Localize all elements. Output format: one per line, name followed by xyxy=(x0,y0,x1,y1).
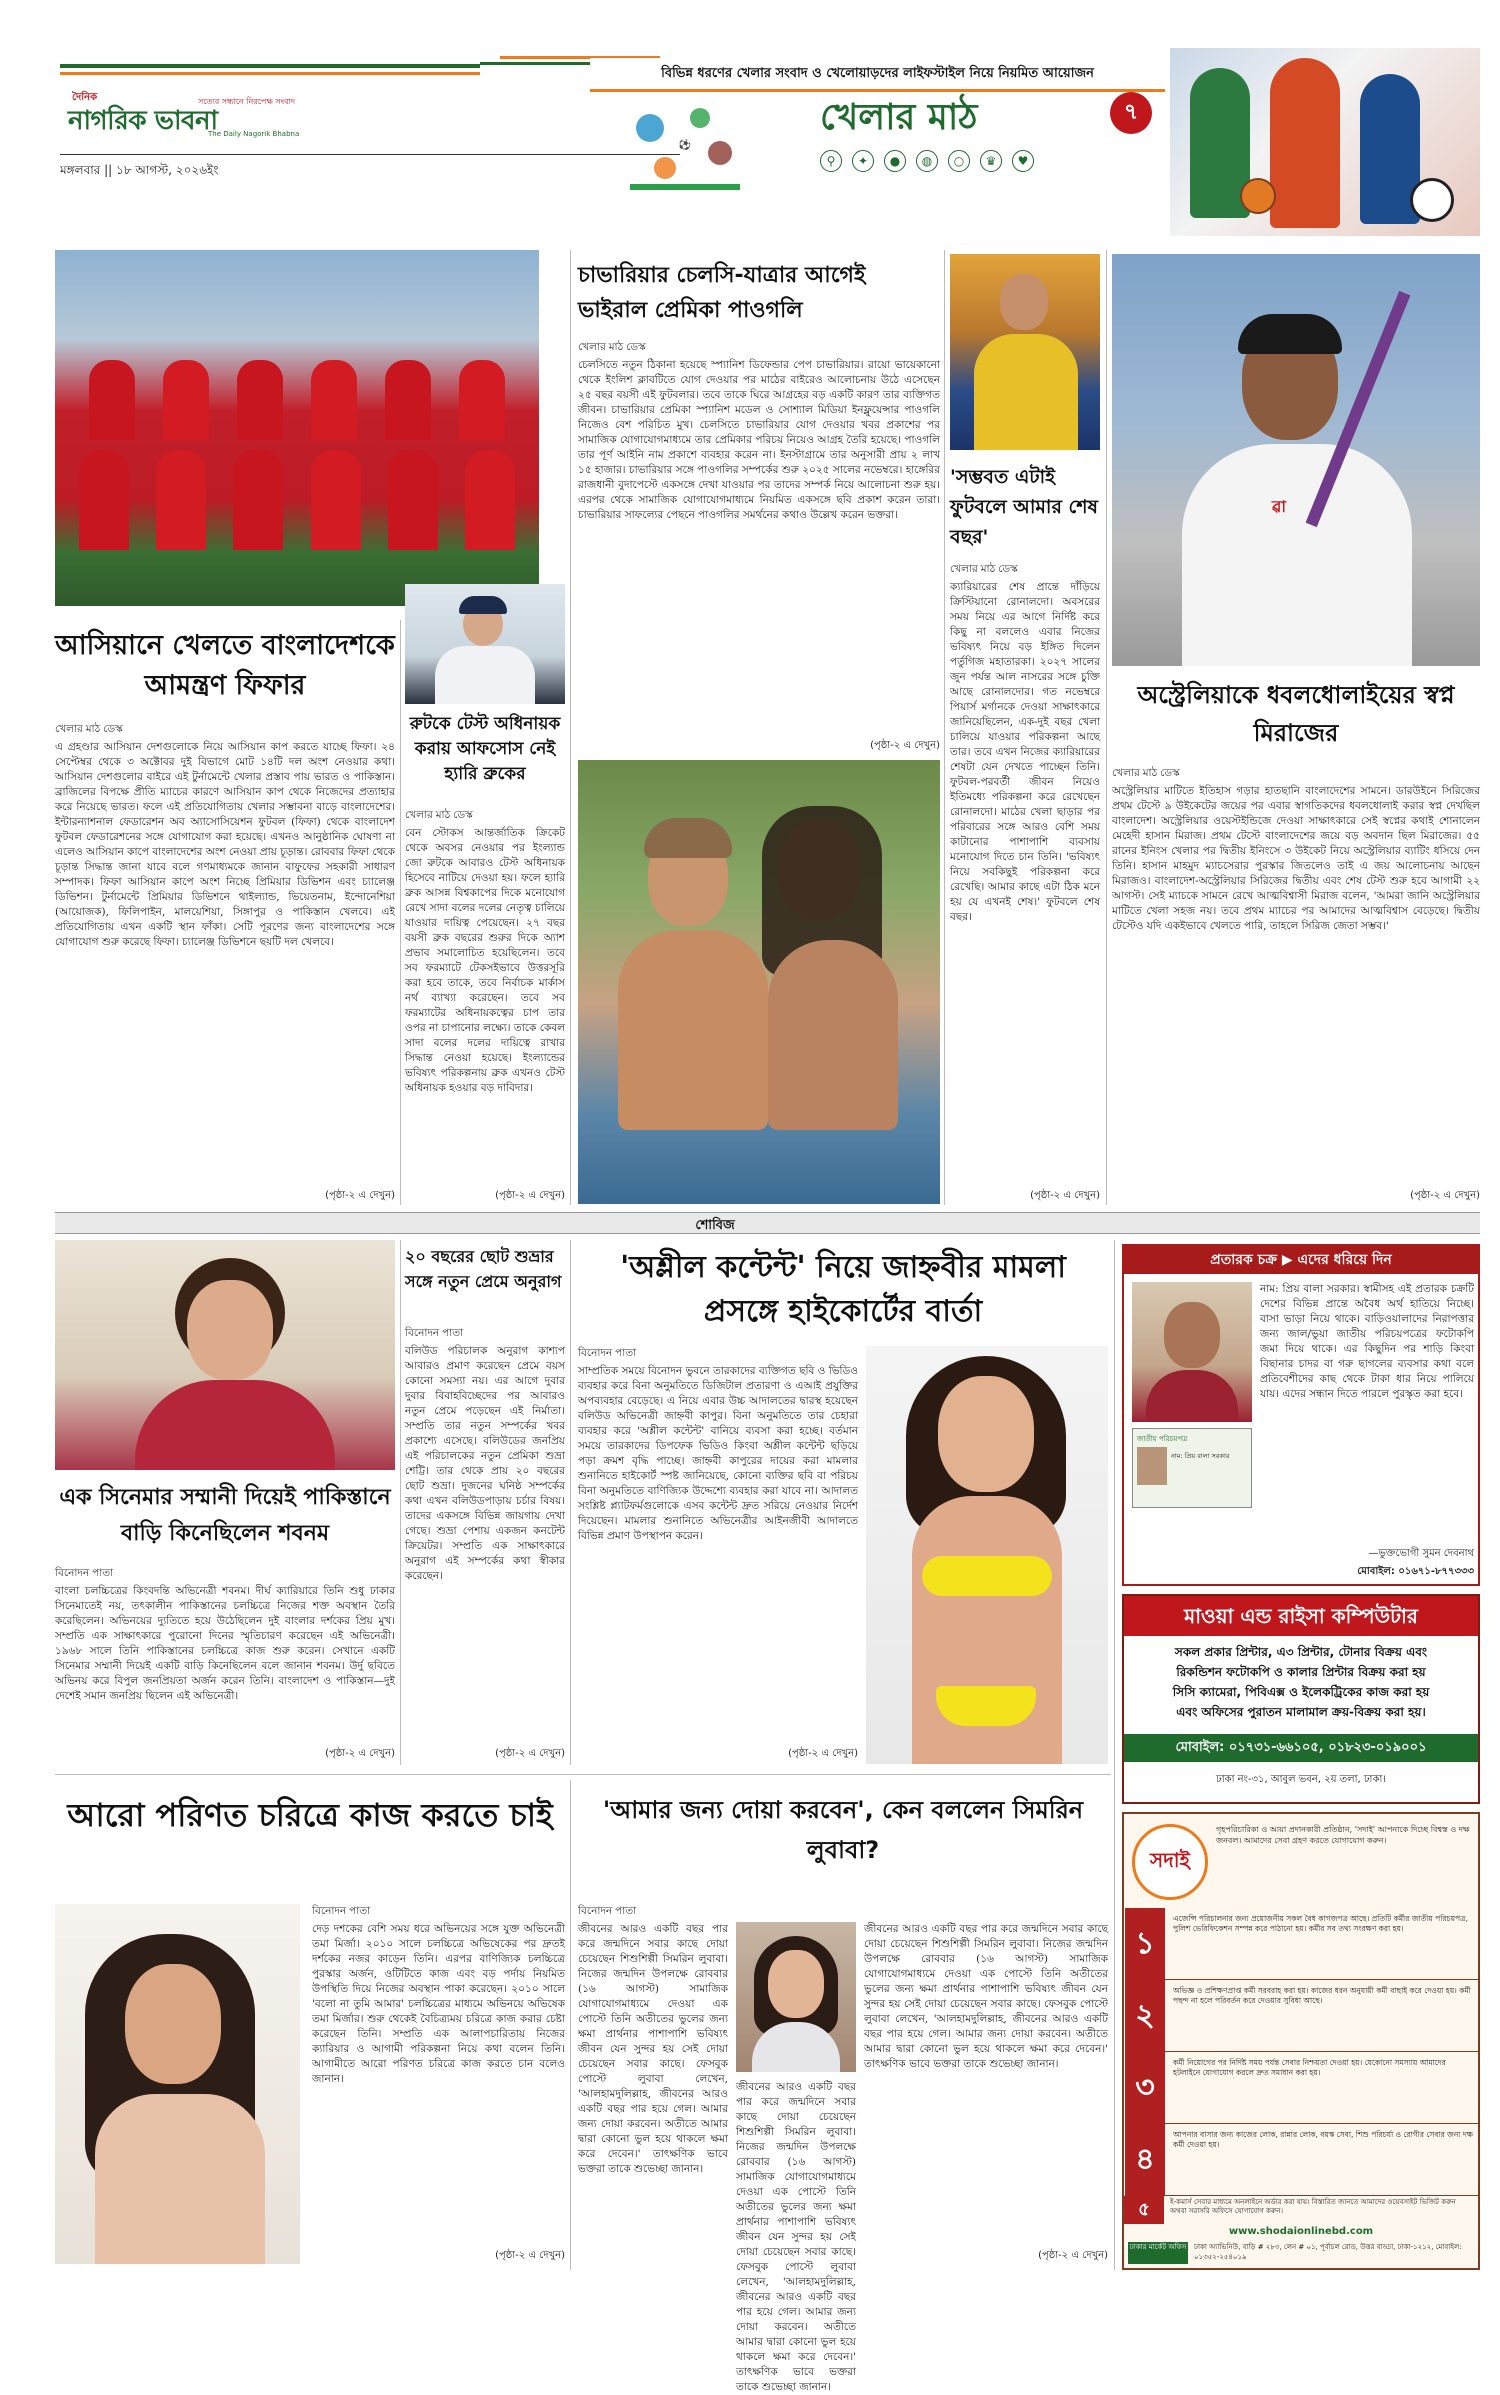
shabnam-headline[interactable]: এক সিনেমার সম্মানী দিয়েই পাকিস্তানে বাড়ি কিনেছিলেন শবনম xyxy=(59,1485,391,1546)
cycling-icon: ⚲ xyxy=(820,150,842,172)
brook-body xyxy=(435,646,535,704)
shushmita-headline[interactable]: ২০ বছরের ছোট শুভ্রার সঙ্গে নতুন প্রেমে অনুরাগ xyxy=(405,1247,562,1291)
notice-signature: —ভুক্তভোগী সুমন দেবনাথ xyxy=(1368,1548,1474,1559)
asia-headline[interactable]: আসিয়ানে খেলতে বাংলাদেশকে আমন্ত্রণ ফিফার xyxy=(55,630,395,701)
notice-phone[interactable]: মোবাইল: ০১৬৭১-৮৭৭৩৩৩ xyxy=(1357,1566,1474,1577)
running-icon: ✦ xyxy=(852,150,874,172)
shodai-row-4-text: আপনার বাসার জন্য কাজের লোক, রান্নার লোক, বয়স্ক সেবা, শিশু পরিচর্যা ও রোগীর সেবার জন্য দক্ষ কর্মী দেওয়া হয়। xyxy=(1173,2130,1473,2149)
col-rule-4 xyxy=(1106,250,1107,1205)
col-rule-1 xyxy=(400,620,401,1205)
couple-woman-body xyxy=(768,940,898,1130)
root-byline: খেলার মাঠ ডেস্ক xyxy=(405,809,473,821)
root-headline[interactable]: রুটকে টেস্ট অধিনায়ক করায় আফসোস নেই হ্যারি ব্রুকের xyxy=(409,714,561,784)
simrin-continued[interactable]: (পৃষ্ঠা-২ এ দেখুন) xyxy=(1038,2250,1108,2261)
root-continued[interactable]: (পৃষ্ঠা-২ এ দেখুন) xyxy=(495,1190,565,1201)
couple-man-hair xyxy=(644,818,732,858)
chavarria-continued[interactable]: (পৃষ্ঠা-২ এ দেখুন) xyxy=(870,740,940,751)
shodai-logo xyxy=(1132,1824,1208,1900)
shodai-footer xyxy=(1124,2196,1478,2268)
couple-man-body xyxy=(618,930,768,1130)
notice-subtitle: এদের ধরিয়ে দিন xyxy=(1297,1252,1392,1268)
simrin-body-1: জীবনের আরও একটি বছর পার করে জন্মদিনে সবার কাছে দোয়া চেয়েছেন শিশুশিল্পী সিমরিন লুবাবা। নিজের জন্মদিন উপলক্ষে রোববার (১৬ আগস্ট) সামাজিক যোগাযোগমাধ্যমে দেওয়া এক পোস্টে তিনি অতীতের ভুলের জন্য ক্ষমা প্রার্থনার পাশাপাশি ভবিষ্যৎ জীবন যেন সুন্দর হয় সেই দোয়া চেয়েছেন সবার কাছে। ফেসবুক পোস্টে লুবাবা লেখেন, 'আলহামদুলিল্লাহ, জীবনের আরও একটি বছর পার হয়ে গেল। আমার জন্য দোয়া করবেন। অতীতে আমার দ্বারা কোনো ভুল হয়ে থাকলে ক্ষমা করে দেবেন।' তাৎক্ষণিক ভাবে ভক্তরা তাকে শুভেচ্ছা জানান। xyxy=(578,1923,728,2175)
page-number-badge xyxy=(1110,92,1152,134)
svg-text:⚽: ⚽ xyxy=(678,140,692,151)
notice-separator: ▶ xyxy=(1281,1252,1298,1268)
shabnam-photo xyxy=(55,1240,395,1470)
shodai-row-3 xyxy=(1125,2052,1480,2124)
logo-name: নাগরিক ভাবনা xyxy=(68,106,218,136)
newspaper-logo[interactable] xyxy=(58,88,318,168)
logo-pre: দৈনিক xyxy=(72,92,98,103)
col-rule-2 xyxy=(570,250,571,1205)
suspect-photo xyxy=(1132,1282,1252,1422)
shodai-row-3-num: ৩ xyxy=(1125,2052,1165,2124)
col-rule-8 xyxy=(570,1780,571,2270)
computer-ad-line3: সিসি ক্যামেরা, পিবিএক্স ও ইলেকট্রিকের কাজ করা হয় xyxy=(1172,1685,1430,1699)
shodai-row-1-num: ১ xyxy=(1125,1908,1165,1980)
trophy-icon: ♛ xyxy=(980,150,1002,172)
shodai-row-2-num: ২ xyxy=(1125,1980,1165,2052)
banner-ribbon xyxy=(590,58,1165,92)
simrin-body-2: জীবনের আরও একটি বছর পার করে জন্মদিনে সবার কাছে দোয়া চেয়েছেন শিশুশিল্পী সিমরিন লুবাবা। নিজের জন্মদিন উপলক্ষে রোববার (১৬ আগস্ট) সামাজিক যোগাযোগমাধ্যমে দেওয়া এক পোস্টে তিনি অতীতের ভুলের জন্য ক্ষমা প্রার্থনার পাশাপাশি ভবিষ্যৎ জীবন যেন সুন্দর হয় সেই দোয়া চেয়েছেন সবার কাছে। ফেসবুক পোস্টে লুবাবা লেখেন, 'আলহামদুলিল্লাহ, জীবনের আরও একটি বছর পার হয়ে গেল। আমার জন্য দোয়া করবেন। অতীতে আমার দ্বারা কোনো ভুল হয়ে থাকলে ক্ষমা করে দেবেন।' তাৎক্ষণিক ভাবে ভক্তরা তাকে শুভেচ্ছা জানান। xyxy=(736,2081,856,2393)
mim-body: দেড় দশকের বেশি সময় ধরে অভিনয়ের সঙ্গে যুক্ত অভিনেত্রী তমা মির্জা। ২০১০ সালে চলচ্চিত্রে অভিষেকের পর দ্রুতই দর্শকের নজর কাড়েন তিনি। এরপর বাণিজ্যিক চলচ্চিত্রে পুরস্কার অর্জন, ওটিটিতে কাজ এবং বড় পর্দায় নিয়মিত উপস্থিতি দিয়ে নিজের অবস্থান পাকা করেছেন। ২০১০ সালে 'বলো না তুমি আমার' চলচ্চিত্রের মাধ্যমে অভিনয়ে অভিষেক তমা মির্জার। শুরু থেকেই বৈচিত্র্যময় চরিত্রে কাজ করার চেষ্টা করেছেন তিনি। সম্প্রতি এক আলাপচারিতায় নিজের ক্যারিয়ার ও আগামী পরিকল্পনা নিয়ে কথা বলেন তিনি। আগামীতে আরো পরিণত চরিত্রে কাজ করতে চান বলেও জানান। xyxy=(312,1923,565,2085)
janhvi-byline: বিনোদন পাতা xyxy=(578,1347,637,1359)
showbiz-label: শোবিজ xyxy=(695,1218,735,1233)
chavarria-body: চেলসিতে নতুন ঠিকানা হয়েছে স্প্যানিশ ডিফেন্ডার পেপ চাভারিয়ার। রায়ো ভায়েকানো থেকে ইংলিশ ক্লাবটিতে যোগ দেওয়ার পর মাঠের বাইরেও আলোচনায় উঠে এসেছেন ২৫ বছর বয়সী এই ফুটবলার। তবে তাকে ঘিরে আগ্রহের বড় একটি কারণ তার ব্যক্তিগত জীবন। চাভারিয়ার প্রেমিকা স্প্যানিশ মডেল ও সোশ্যাল মিডিয়া ইনফ্লুয়েন্সার পাওগলি নিজেও বেশ পরিচিত মুখ। চেলসিতে চাভারিয়ার যোগ দেওয়ার খবর প্রকাশের পর সামাজিক যোগাযোগমাধ্যমে তার প্রেমিকার পরিচয় নিয়েও আগ্রহ তৈরি হয়েছে। পাওগলি তার পূর্ণ আইনি নাম প্রকাশে ব্যবহার করেন না। ইনস্টাগ্রামে তার অনুসারী প্রায় ২ লাখ ১৫ হাজার। চাভারিয়ার সঙ্গে পাওগলির সম্পর্কের শুরু ২০২৫ সালের নভেম্বরে। হাঙ্গেরির রাজধানী বুদাপেস্টে একসঙ্গে দেখা যাওয়ার পর তাদের সম্পর্ক নিয়ে আলোচনা শুরু হয়। এরপর থেকে সামাজিক যোগাযোগমাধ্যমে নিয়মিত একসঙ্গে ছবি প্রকাশ করেন তারা। চাভারিয়ার সাফল্যের পেছনে পাওগলির সমর্থনের কথাও উল্লেখ করেন ভক্তরা। xyxy=(578,359,940,521)
mim-continued[interactable]: (পৃষ্ঠা-২ এ দেখুন) xyxy=(495,2250,565,2261)
shodai-row-4-num: ৪ xyxy=(1125,2124,1165,2196)
janhvi-face xyxy=(938,1376,1034,1492)
janhvi-photo xyxy=(866,1346,1108,1764)
heart-icon: ♥ xyxy=(1012,150,1034,172)
asia-continued[interactable]: (পৃষ্ঠা-২ এ দেখুন) xyxy=(325,1190,395,1201)
notice-title: প্রতারক চক্র xyxy=(1210,1252,1277,1268)
suspect-face xyxy=(1164,1302,1220,1368)
shodai-row-1-text: এজেন্সি পরিচালনার জন্য প্রয়োজনীয় সকল বৈধ কাগজপত্র আছে। প্রতিটি কর্মীর জাতীয় পরিচয়পত্র, পুলিশ ভেরিফিকেশন সম্পন্ন করে পাঠানো হয়। কর্মীর সব তথ্য সংরক্ষণ করা হয়। xyxy=(1173,1914,1468,1933)
shodai-row-2-text: অভিজ্ঞ ও প্রশিক্ষণপ্রাপ্ত কর্মী সরবরাহ করা হয়। কাজের ধরন অনুযায়ী কর্মী বাছাই করে দেওয়া হয়। কর্মী পছন্দ না হলে পরিবর্তন করে দেওয়ার সুবিধা আছে। xyxy=(1173,1986,1471,2005)
ronaldo-head xyxy=(1000,274,1048,330)
col-rule-5 xyxy=(400,1240,401,1765)
computer-ad-phone[interactable]: মোবাইল: ০১৭৩১-৬৬১০৫, ০১৮২৩-০১৯০০১ xyxy=(1124,1734,1478,1762)
athlete-figure-2 xyxy=(1270,58,1340,228)
asia-body: এ গ্রহণ্ডার আসিয়ান দেশগুলোকে নিয়ে আসিয়ান কাপ করতে যাচ্ছে ফিফা। ২৪ সেপ্টেম্বর থেকে ৩ অক্টোবর দুই বিভাগে মোট ১৪টি দল অংশ নেওয়ার কথা। আসিয়ান দেশগুলোর বাইরে এই টুর্নামেন্টে খেলার প্রস্তাব পায় ভারত ও পাকিস্তান। ব্রাজিলের বিপক্ষে প্রীতি ম্যাচের কারণে আসিয়ান কাপ থেকে নিজেদের প্রত্যাহার করে নিয়েছে ভারত। ফলে এই প্রতিযোগিতায় খেলার সম্ভাবনা বাড়ে বাংলাদেশের। ইন্টারন্যাশনাল ফেডারেশন অব অ্যাসোসিয়েশন ফুটবল (ফিফা) থেকে বাংলাদেশ ফুটবল ফেডারেশনের সঙ্গে যোগাযোগ করা হয়েছে। এখনও আনুষ্ঠানিক ঘোষণা না এলেও আসিয়ান কাপে বাংলাদেশের অংশ নেওয়া প্রায় চূড়ান্ত। রোববার ফিফা থেকে চূড়ান্ত সিদ্ধান্ত জানা যাবে বলে গণমাধ্যমকে জানান বাফুফের সহকারী সাধারণ সম্পাদক। ফিফা আসিয়ান কাপে অংশ নিচ্ছে প্রিমিয়ার ডিভিশন এবং চ্যালেঞ্জ ডিভিশন। টুর্নামেন্টে প্রিমিয়ার ডিভিশনে থাইল্যান্ড, ভিয়েতনাম, ইন্দোনেশিয়া (আয়োজক), ফিলিপাইন, মালয়েশিয়া, সিঙ্গাপুর ও পাকিস্তান খেলবে। এই প্রতিযোগিতায় এখন একটি স্থান ফাঁকা। সেটি পূরণের জন্য বাংলাদেশের সঙ্গে যোগাযোগ শুরু করেছে ফিফা। চ্যালেঞ্জ ডিভিশনে ছয়টি দল খেলবে। xyxy=(55,741,395,948)
simrin-headline[interactable]: 'আমার জন্য দোয়া করবেন', কেন বললেন সিমরিন লুবাবা? xyxy=(602,1796,1084,1864)
showbiz-divider xyxy=(55,1212,1480,1234)
ronaldo-continued[interactable]: (পৃষ্ঠা-২ এ দেখুন) xyxy=(1030,1190,1100,1201)
miraz-photo xyxy=(1112,254,1480,666)
masthead-stripe-green xyxy=(60,64,480,68)
shodai-website[interactable]: www.shodaionlinebd.com xyxy=(1228,2226,1374,2237)
ronaldo-photo xyxy=(950,254,1100,450)
ball-graphic xyxy=(1410,178,1454,222)
shabnam-body xyxy=(135,1380,335,1470)
tennis-icon: ○ xyxy=(948,150,970,172)
shodai-row-1 xyxy=(1125,1908,1480,1980)
janhvi-headline[interactable]: 'অশ্লীল কন্টেন্ট' নিয়ে জাহ্নবীর মামলা প্রসঙ্গে হাইকোর্টের বার্তা xyxy=(620,1250,1066,1329)
shabnam-body: বাংলা চলচ্চিত্রের কিংবদন্তি অভিনেত্রী শবনম। দীর্ঘ ক্যারিয়ারে তিনি শুধু ঢাকার সিনেমাতেই নয়, তৎকালীন পাকিস্তানের চলচ্চিত্রে নিজের শক্ত অবস্থান তৈরি করেছিলেন। অভিনয়ের দ্যুতিতে হয়ে উঠেছিলেন দুই বাংলার দর্শকের প্রিয় মুখ। সম্প্রতি এক সাক্ষাৎকারে পুরোনো দিনের স্মৃতিচারণ করেছেন এই অভিনেত্রী। ১৯৬৮ সালে তিনি পাকিস্তানের চলচ্চিত্রে কাজ শুরু করেন। সেখানে একটি সিনেমার সম্মানী দিয়েই একটি বাড়ি কিনেছিলেন বলে জানান শবনম। উর্দু ছবিতে অভিনয় করে বিপুল জনপ্রিয়তা অর্জন করেন তিনি। বাংলাদেশ ও পাকিস্তান—দুই দেশেই সমান জনপ্রিয় ছিলেন এই অভিনেত্রী। xyxy=(55,1585,395,1702)
computer-ad-line2: রিকন্ডিশন ফটোকপি ও কালার প্রিন্টার বিক্রয় করা হয় xyxy=(1176,1665,1426,1679)
id-card-photo xyxy=(1137,1447,1167,1485)
simrin-byline: বিনোদন পাতা xyxy=(578,1905,637,1917)
simrin-face xyxy=(768,1950,824,2018)
shodai-brand: সদাই xyxy=(1150,1847,1190,1872)
shodai-row-2 xyxy=(1125,1980,1480,2052)
team-row-front xyxy=(65,450,529,550)
suspect-body xyxy=(1146,1370,1238,1422)
shabnam-continued[interactable]: (পৃষ্ঠা-২ এ দেখুন) xyxy=(325,1748,395,1759)
harry-brook-photo xyxy=(405,584,565,704)
masthead-stripe-orange xyxy=(60,72,480,75)
janhvi-body: সাম্প্রতিক সময়ে বিনোদন ভুবনে তারকাদের ব্যক্তিগত ছবি ও ভিডিও ব্যবহার করে বিনা অনুমতিতে ডিজিটাল প্রতারণা ও এআই প্রযুক্তির অপব্যবহার বেড়েছে। এ নিয়ে এবার উচ্চ আদালতের দ্বারস্থ হয়েছেন বলিউড অভিনেত্রী জাহ্নবী কাপুর। বিনা অনুমতিতে তার চেহারা ব্যবহার করে 'অশ্লীল কন্টেন্ট' বানিয়ে ব্যবসা করা হচ্ছে। বর্তমান সময়ে তারকাদের ডিপফেক ভিডিও কিংবা অশ্লীল কন্টেন্ট ছড়িয়ে পড়া ক্রমশ বৃদ্ধি পাচ্ছে। জাহ্নবী কাপুরের দায়ের করা মামলার শুনানিতে হাইকোর্ট স্পষ্ট জানিয়েছে, কোনো ব্যক্তির ছবি বা পরিচয় বিনা অনুমতিতে বাণিজ্যিক উদ্দেশ্যে ব্যবহার করা যাবে না। আদালত সংশ্লিষ্ট প্ল্যাটফর্মগুলোকে এসব কন্টেন্ট দ্রুত সরিয়ে নেওয়ার নির্দেশ দিয়েছেন। মামলার শুনানিতে অভিনেত্রীর আইনজীবী আদালতে বিভিন্ন প্রমাণ উপস্থাপন করেন। xyxy=(578,1365,858,1542)
shodai-row-5-num: ৫ xyxy=(1124,2196,1164,2224)
shodai-address: ঢাকা অ্যাভিনিউ, বাড়ি # ২৮৩, লেন # ০১, পূর্বাচল রোড, উত্তর বাড্ডা, ঢাকা-১২১২, মোবাইল: ০১৩৫২-২৫৪০১৯ xyxy=(1194,2243,1462,2261)
shushmita-continued[interactable]: (পৃষ্ঠা-২ এ দেখুন) xyxy=(495,1748,565,1759)
brook-cap xyxy=(459,596,507,614)
date-rule xyxy=(60,154,680,155)
ball-graphic-2 xyxy=(1240,178,1276,214)
ronaldo-body: ক্যারিয়ারের শেষ প্রান্তে দাঁড়িয়ে ক্রিস্টিয়ানো রোনালদো। অবসরের সময় নিয়ে এর আগে নির্দিষ্ট করে কিছু না বললেও এবার নিজের ভবিষ্যৎ নিয়ে বড় ইঙ্গিত দিলেন পর্তুগিজ মহাতারকা। ২০২৭ সালের জুন পর্যন্ত আল নাসরের সঙ্গে চুক্তি আছে রোনালদোর। গত নভেম্বরে পিয়ার্স মর্গানকে দেওয়া সাক্ষাৎকারে জানিয়েছিলেন, এক-দুই বছর খেলা চালিয়ে যাওয়ার পরিকল্পনা আছে তার। তবে এখন নিজের ক্যারিয়ারের শেষটা যেন দেখতে পাচ্ছেন তিনি। ফুটবল-পরবর্তী জীবন নিয়েও ইতিমধ্যে পরিকল্পনা করে রেখেছেন রোনালদো। মাঠের খেলা ছাড়ার পর পরিবারের সঙ্গে আরও বেশি সময় কাটানোর পাশাপাশি ব্যবসায় মনোযোগ দিতে চান তিনি। 'ভবিষ্যৎ নিয়ে সবকিছুই পরিকল্পনা করে রেখেছি। আমার কাছে এটা ঠিক মনে হয় যে এখনই শেষ।' ফুটবলে শেষ বছর। xyxy=(950,581,1100,923)
computer-ad-line4: এবং অফিসের পুরাতন মালামাল ক্রয়-বিক্রয় করা হয়। xyxy=(1176,1705,1426,1719)
sports-icons-cluster xyxy=(610,88,760,198)
tama-body xyxy=(95,2094,265,2264)
tama-face xyxy=(125,1964,221,2084)
banner-text: বিভিন্ন ধরণের খেলার সংবাদ ও খেলোয়াড়দের লাইফস্টাইল নিয়ে নিয়মিত আয়োজন xyxy=(661,66,1094,81)
miraz-headline[interactable]: অস্ট্রেলিয়াকে ধবলধোলাইয়ের স্বপ্ন মিরাজের xyxy=(1137,681,1455,747)
page-number: ৭ xyxy=(1123,99,1139,125)
notice-body: নাম: প্রিয় বালা সরকার। স্বামীসহ এই প্রতারক চক্রটি দেশের বিভিন্ন প্রান্তে অবৈধ অর্থ হাতিয়ে নিচ্ছে। বাসা ভাড়া নিয়ে থাকে। বাড়িওয়ালাদের নিরাপত্তার জন্য জাল/ভুয়া জাতীয় পরিচয়পত্রের ফটোকপি জমা দিয়ে থাকে। এর কিছুদিন পর শাড়ি কিংবা বিছানার চাদর বা গরু ছাগলের ব্যবসার কথা বলে প্রতিবেশীদের কাছ থেকে টাকা ধার নিয়ে পালিয়ে যায়। এদের সন্ধান দিতে পারলে পুরস্কৃত করা হবে। xyxy=(1260,1283,1474,1400)
notice-header xyxy=(1124,1246,1478,1274)
computer-ad-address: ঢাকা নং-৩১, আবুল ভবন, ২য় তলা, ঢাকা। xyxy=(1216,1774,1386,1785)
mim-byline: বিনোদন পাতা xyxy=(312,1905,371,1917)
miraz-body xyxy=(1182,444,1412,666)
janhvi-bottom xyxy=(936,1686,1036,1726)
shodai-row-3-text: কর্মী নিয়োগের পর নির্দিষ্ট সময় পর্যন্ত সেবার নিশ্চয়তা দেওয়া হয়। যেকোনো সমস্যায় আমাদের হটলাইনে যোগাযোগ করলে দ্রুত সমাধান করা হয়। xyxy=(1173,2058,1446,2077)
bangladesh-team-photo xyxy=(55,250,539,606)
miraz-hair xyxy=(1238,314,1342,354)
tama-mirza-photo xyxy=(55,1904,300,2264)
miraz-byline: খেলার মাঠ ডেস্ক xyxy=(1112,767,1180,779)
shushmita-byline: বিনোদন পাতা xyxy=(405,1327,464,1339)
computer-ad-title: মাওয়া এন্ড রাইসা কম্পিউটার xyxy=(1124,1596,1478,1636)
col-rule-3 xyxy=(944,250,945,1205)
id-card-name: নাম: প্রিয় বালা সরকার xyxy=(1171,1452,1230,1460)
jersey-logo: ৱা xyxy=(1272,497,1287,516)
ronaldo-headline[interactable]: 'সম্ভবত এটাই ফুটবলে আমার শেষ বছর' xyxy=(950,466,1098,548)
asia-byline: খেলার মাঠ ডেস্ক xyxy=(55,723,123,735)
team-row-back xyxy=(75,360,519,440)
athletes-collage-image xyxy=(1170,48,1480,236)
basketball-icon: ◍ xyxy=(916,150,938,172)
janhvi-top xyxy=(922,1556,1052,1596)
chavarria-headline[interactable]: চাভারিয়ার চেলসি-যাত্রার আগেই ভাইরাল প্রেমিকা পাওগলি xyxy=(578,263,866,323)
chavarria-couple-photo xyxy=(578,760,940,1204)
shodai-address-label: ঢাকার মার্কেট অফিস xyxy=(1128,2242,1188,2264)
logo-tagline: সত্যের সন্ধানে নিরপেক্ষ সংবাদ xyxy=(198,97,296,106)
section-title: খেলার মাঠ xyxy=(820,97,978,138)
id-card-label: জাতীয় পরিচয়পত্র xyxy=(1137,1435,1188,1443)
miraz-body: অস্ট্রেলিয়ার মাটিতে ইতিহাস গড়ার হাতছানি বাংলাদেশের সামনে। ডারউইনে সিরিজের প্রথম টেস্টে ৯ উইকেটের জয়ের পর এবার স্বাগতিকদের ধবলধোলাই করার স্বপ্ন দেখছিল বাংলাদেশ। অস্ট্রেলিয়ার ওয়েস্টইন্ডিজে দেওয়া সাক্ষাৎকারে সেই স্বপ্নের কথাই শোনালেন মেহেদী হাসান মিরাজ। প্রথম টেস্টে বাংলাদেশের জয়ে বড় অবদান ছিল মিরাজের। ৫৫ রানের ইনিংস খেলার পর দ্বিতীয় ইনিংসে ৩ উইকেট নিয়ে অস্ট্রেলিয়ার ব্যাটিং ধসিয়ে দেন তিনি। হাসান মাহমুদ ম্যাচসেরার পুরস্কার জিতলেও তাই এ জয় আলোচনায় আছেন মিরাজও। বাংলাদেশ-অস্ট্রেলিয়ার সিরিজের দ্বিতীয় এবং শেষ টেস্ট শুরু হবে আগামী ২২ আগস্ট। সেই ম্যাচকে সামনে রেখে আত্মবিশ্বাসী মিরাজ বলেন, 'আমরা জানি অস্ট্রেলিয়ার মাটিতে খেলা সহজ নয়। তবে প্রথম ম্যাচের পর আমাদের আত্মবিশ্বাস বেড়েছে। দ্বিতীয় টেস্টেও যদি একইভাবে খেলতে পারি, তাহলে সিরিজ জেতা সম্ভব।' xyxy=(1112,785,1480,932)
shodai-row-5-text: ই-কমার্স সেবার মাধ্যমে অনলাইনে অর্ডার করা যায়। বিস্তারিত জানতে আমাদের ওয়েবসাইট ভিজিট করুন অথবা সরাসরি অফিসে যোগাযোগ করুন। xyxy=(1170,2198,1456,2215)
masthead xyxy=(0,0,1500,240)
shabnam-byline: বিনোদন পাতা xyxy=(55,1567,114,1579)
wanted-notice xyxy=(1122,1244,1480,1586)
ronaldo-body xyxy=(974,334,1078,450)
col-rule-7 xyxy=(1114,1240,1115,2270)
root-body: বেন স্টোকস আন্তর্জাতিক ক্রিকেট থেকে অবসর নেওয়ার পর ইংল্যান্ড জো রুটকে আবারও টেস্ট অধিনায়ক হিসেবে নাটিয়ে দেওয়া হয়। ফলে হ্যারি ব্রুক আসন্ন বিশ্বকাপের দিকে মনোযোগ রেখে সাদা বলের দলের নেতৃত্ব চালিয়ে যাওয়ার দায়িত্ব পেয়েছেন। ২৭ বছর বয়সী ব্রুক বছরের শুরুর দিকে অ্যাশ প্রভাব সমালোচিত হয়েছিলেন। তবে সব ফরম্যাটে টেকসইভাবে উত্তরসূরি করা হবে তাকে, তবে নির্বাচক মার্কাস নর্থ ব্যাখ্যা করেছেন। তবে সব ফরম্যাটের অধিনায়কত্বের চাপ তার ওপর না চাপানোর লক্ষ্যে। তাকে কেবল সাদা বলের দলের দায়িত্বে রাখার সিদ্ধান্ত নেওয়া হয়েছে। ইংল্যান্ডের ভবিষ্যৎ পরিকল্পনায় ব্রুক এখনও টেস্ট অধিনায়ক হওয়ার বড় দাবিদার। xyxy=(405,827,565,1094)
section-title-box xyxy=(820,88,1160,148)
football-icon: ● xyxy=(884,150,906,172)
janhvi-continued[interactable]: (পৃষ্ঠা-২ এ দেখুন) xyxy=(788,1748,858,1759)
logo-sub: The Daily Nagorik Bhabna xyxy=(208,130,300,138)
shodai-row-4 xyxy=(1125,2124,1480,2196)
sport-category-icons xyxy=(820,150,1160,174)
miraz-continued[interactable]: (পৃষ্ঠা-২ এ দেখুন) xyxy=(1410,1190,1480,1201)
shushmita-body: বলিউড পরিচালক অনুরাগ কাশ্যপ আবারও প্রমাণ করেছেন প্রেমে বয়স কোনো সমস্যা নয়। এর আগে দুবার দুবার বিবাহবিচ্ছেদের পর আবারও নতুন প্রেমে পড়েছেন এই নির্মাতা। সম্প্রতি তার নতুন সম্পর্কের খবর প্রকাশ্যে এসেছে। বলিউডের জনপ্রিয় এই পরিচালকের নতুন প্রেমিকা শুভ্রা শেট্টি। তার থেকে প্রায় ২০ বছরের ছোট শুভ্রা। দুজনের ঘনিষ্ঠ সম্পর্কের কথা এখন বলিউডপাড়ায় চর্চার বিষয়। তাদের একসঙ্গে বিভিন্ন জায়গায় দেখা গেছে। শুভ্রা পেশায় একজন কনটেন্ট ক্রিয়েটর। সম্প্রতি এক সাক্ষাৎকারে অনুরাগ এই সম্পর্কের কথা স্বীকার করেছেন। xyxy=(405,1345,565,1582)
shabnam-face xyxy=(187,1280,273,1380)
row3-rule xyxy=(55,1774,1111,1775)
simrin-body-3: জীবনের আরও একটি বছর পার করে জন্মদিনে সবার কাছে দোয়া চেয়েছেন শিশুশিল্পী সিমরিন লুবাবা। নিজের জন্মদিন উপলক্ষে রোববার (১৬ আগস্ট) সামাজিক যোগাযোগমাধ্যমে দেওয়া এক পোস্টে তিনি অতীতের ভুলের জন্য ক্ষমা প্রার্থনার পাশাপাশি ভবিষ্যৎ জীবন যেন সুন্দর হয় সেই দোয়া চেয়েছেন সবার কাছে। ফেসবুক পোস্টে লুবাবা লেখেন, 'আলহামদুলিল্লাহ, জীবনের আরও একটি বছর পার হয়ে গেল। আমার জন্য দোয়া করবেন। অতীতে আমার দ্বারা কোনো ভুল হয়ে থাকলে ক্ষমা করে দেবেন।' তাৎক্ষণিক ভাবে ভক্তরা তাকে শুভেচ্ছা জানান। xyxy=(864,1923,1108,2070)
issue-date: মঙ্গলবার || ১৮ আগস্ট, ২০২৬ইং xyxy=(60,163,219,177)
suspect-id-card xyxy=(1132,1428,1252,1508)
col-rule-6 xyxy=(570,1240,571,1765)
shodai-intro: গৃহপরিচারিকা ও আয়া প্রদানকারী প্রতিষ্ঠান, 'সদাই' আপনাকে দিচ্ছে বিশ্বস্ত ও দক্ষ জনবল। আমাদের সেবা গ্রহণ করতে যোগাযোগ করুন। xyxy=(1216,1825,1470,1845)
computer-shop-ad[interactable] xyxy=(1122,1594,1480,1804)
ronaldo-byline: খেলার মাঠ ডেস্ক xyxy=(950,563,1018,575)
chavarria-byline: খেলার মাঠ ডেস্ক xyxy=(578,341,646,353)
mim-headline[interactable]: আরো পরিণত চরিত্রে কাজ করতে চাই xyxy=(67,1796,553,1834)
simrin-photo xyxy=(736,1922,856,2072)
computer-ad-line1: সকল প্রকার প্রিন্টার, এ৩ প্রিন্টার, টোনার বিক্রয় এবং xyxy=(1174,1645,1428,1659)
